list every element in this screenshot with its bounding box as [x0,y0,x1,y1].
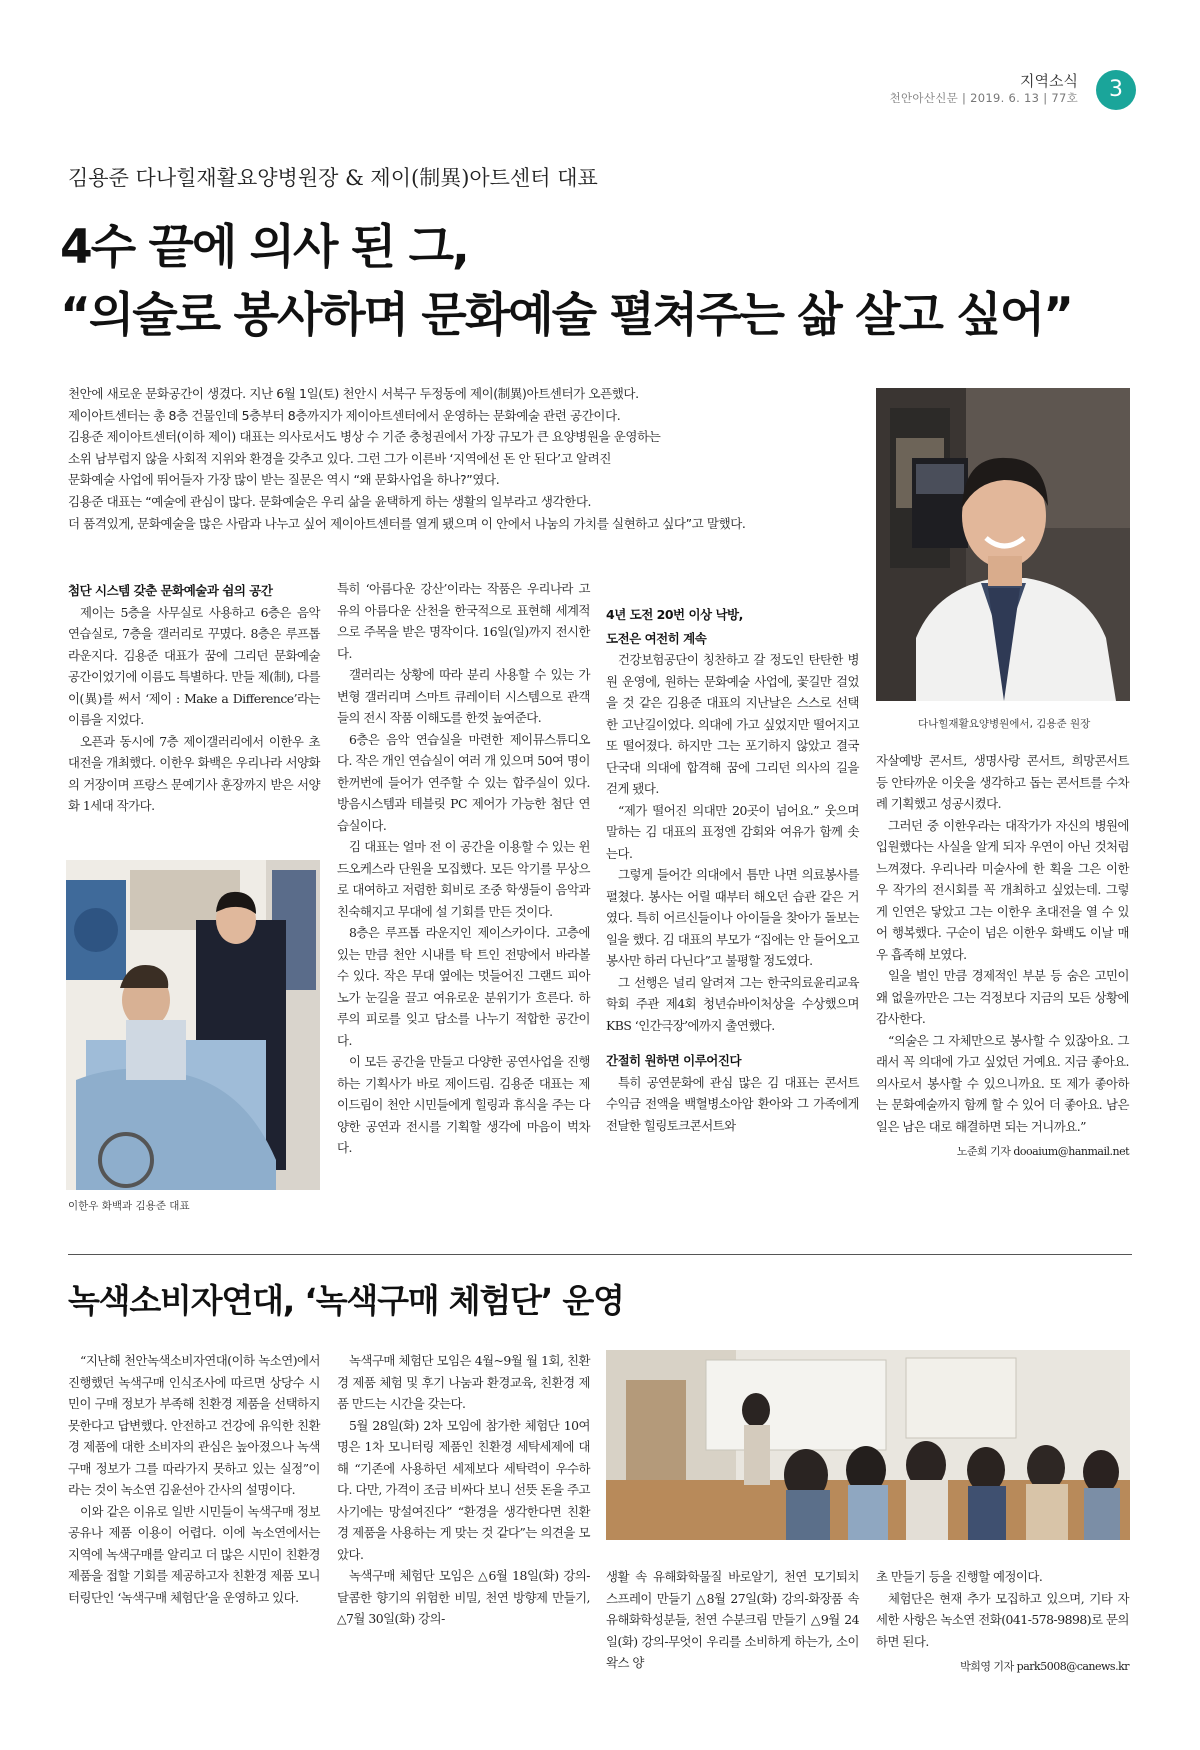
subhead: 간절히 원하면 이루어진다 [606,1053,742,1068]
paragraph: 5월 28일(화) 2차 모임에 참가한 체험단 10여 명은 1차 모니터링 제품인 친환경 세탁세제에 대해 “기존에 사용하던 세제보다 세탁력이 우수하다. 다만, 가격이 조금 비싸다 보니 선뜻 돈을 주고 사기에는 망설여진다” “환경을 생각한다면 친환경 제품을 사용하는 게 맞는 것 같다”는 의견을 모았다. [337,1417,590,1562]
paragraph: 김 대표는 얼마 전 이 공간을 이용할 수 있는 윈드오케스라 단원을 모집했다. 모든 악기를 무상으로 대여하고 저렴한 회비로 조중 학생들이 음악과 친숙해지고 무대에 설 기회를 만든 것이다. [337,839,590,919]
paragraph: 그 선행은 널리 알려져 그는 한국의료윤리교육학회 주관 제4회 청년슈바이처상을 수상했으며 KBS ‘인간극장’에까지 출연했다. [606,974,859,1033]
paragraph: 자살예방 콘서트, 생명사랑 콘서트, 희망콘서트 등 안타까운 이웃을 생각하고 돕는 콘서트를 수차례 기획했고 성공시켰다. [876,753,1129,811]
byline: 박희영 기자 park5008@canews.kr [960,1660,1129,1673]
byline: 노준희 기자 dooaium@hanmail.net [956,1145,1129,1158]
portrait-caption: 다나힐재활요양병원에서, 김용준 원장 [918,718,1091,730]
lede-line: 문화예술 사업에 뛰어들자 가장 많이 받는 질문은 역시 “왜 문화사업을 하나?”였다. [68,472,500,488]
article2-headline: 녹색소비자연대, ‘녹색구매 체험단’ 운영 [68,1281,624,1320]
paragraph: “지난해 천안녹색소비자연대(이하 녹소연)에서 진행했던 녹색구매 인식조사에 따르면 상당수 시민이 구매 정보가 부족해 친환경 제품을 선택하지 못한다고 답변했다. 안전하고 건강에 유익한 친환경 제품에 대한 소비자의 관심은 높아졌으나 녹색구매 정보가 그를 따라가지 못하고 있는 실정”이라는 것이 녹소연 김윤선아 간사의 설명이다. [68,1353,320,1497]
paragraph: “의술은 그 자체만으로 봉사할 수 있잖아요. 그래서 꼭 의대에 가고 싶었던 거예요. 지금 좋아요. 의사로서 봉사할 수 있으니까요. 또 제가 좋아하는 문화예술까지 함께 할 수 있어 더 좋아요. 남은 일은 남은 대로 해결하면 되는 거니까요.” [876,1032,1129,1134]
page-number-badge: 3 [1096,70,1136,110]
headline-line-2: “의술로 봉사하며 문화예술 펼쳐주는 삶 살고 싶어” [60,288,1072,343]
lede-line: 천안에 새로운 문화공간이 생겼다. 지난 6월 1일(토) 천안시 서북구 두정동에 제이(制異)아트센터가 오픈했다. [68,386,639,401]
lede-line: 더 품격있게, 문화예술을 많은 사람과 나누고 싶어 제이아트센터를 열게 됐으며 이 안에서 나눔의 가치를 실현하고 싶다”고 말했다. [68,515,746,531]
paragraph: 그렇게 들어간 의대에서 틈만 나면 의료봉사를 펼쳤다. 봉사는 어릴 때부터 해오던 습관 같은 거였다. 특히 어르신들이나 아이들을 찾아가 돌보는 일을 했다. 김 대표의 부모가 “집에는 안 들어오고 봉사만 하러 다닌다”고 불평할 정도였다. [606,867,859,968]
paragraph: 특히 공연문화에 관심 많은 김 대표는 콘서트 수익금 전액을 백혈병소아암 환아와 그 가족에게 전달한 힐링토크콘서트와 [606,1074,859,1133]
paragraph: 이와 같은 이유로 일반 시민들이 녹색구매 정보 공유나 제품 이용이 어렵다. 이에 녹소연에서는 지역에 녹색구매를 알리고 더 많은 시민이 친환경 제품을 접할 기회를 제공하고자 친환경 제품 모니터링단인 ‘녹색구매 체험단’을 운영하고 있다. [68,1503,320,1605]
article1-column-4 [876,750,1129,1163]
paragraph: 6층은 음악 연습실을 마련한 제이뮤스튜디오다. 작은 개인 연습실이 여러 개 있으며 50여 명이 한꺼번에 들어가 연주할 수 있는 합주실이 있다. 방음시스템과 테블릿 PC 제어가 가능한 첨단 연습실이다. [337,731,590,833]
article2-column-3 [606,1566,859,1674]
paragraph: 갤러리는 상황에 따라 분리 사용할 수 있는 가변형 갤러리며 스마트 큐레이터 시스템으로 관객들의 전시 작품 이해도를 한껏 높여준다. [337,667,590,725]
article1-column-1 [68,578,320,817]
article1-column-2 [337,578,590,1159]
paragraph: 이 모든 공간을 만들고 다양한 공연사업을 진행하는 기획사가 바로 제이드림. 김용준 대표는 제이드림이 천안 시민들에게 힐링과 휴식을 주는 다양한 공연과 전시를 기획할 생각에 마음이 벅차다. [337,1054,590,1155]
paragraph: 오픈과 동시에 7층 제이갤러리에서 이한우 초대전을 개최했다. 이한우 화백은 우리나라 서양화의 거장이며 프랑스 문예기사 훈장까지 받은 서양화 1세대 작가다. [68,733,320,813]
paragraph: 녹색구매 체험단 모임은 4월~9월 월 1회, 친환경 제품 체험 및 후기 나눔과 환경교육, 친환경 제품 만드는 시간을 갖는다. [337,1353,590,1411]
article2-column-1 [68,1350,320,1608]
paragraph: 건강보험공단이 칭찬하고 갈 정도인 탄탄한 병원 운영에, 원하는 문화예술 사업에, 꽃길만 걸었을 것 같은 김용준 대표의 지난날은 스스로 선택한 고난길이었다. 의대에 가고 싶었지만 떨어지고 또 떨어졌다. 하지만 그는 포기하지 않았고 결국 단국대 의대에 합격해 꿈에 그리던 의사의 길을 걷게 됐다. [606,652,859,796]
paragraph: 체험단은 현재 추가 모집하고 있으며, 기타 자세한 사항은 녹소연 전화(041-578-9898)로 문의하면 된다. [876,1590,1129,1649]
paragraph: 8층은 루프톱 라운지인 제이스카이다. 고층에 있는 만큼 천안 시내를 탁 트인 전망에서 바라볼 수 있다. 작은 무대 옆에는 멋들어진 그랜드 피아노가 눈길을 끌고 여유로운 분위기가 흐른다. 하루의 피로를 잊고 담소를 나누기 적합한 공간이다. [337,925,590,1048]
subhead: 첨단 시스템 갖춘 문화예술과 쉼의 공간 [68,583,273,598]
article-kicker: 김용준 다나힐재활요양병원장 & 제이(制異)아트센터 대표 [68,166,598,190]
lede-line: 김용준 대표는 “예술에 관심이 많다. 문화예술은 우리 삶을 윤택하게 하는 생활의 일부라고 생각한다. [68,493,592,509]
section-name: 지역소식 [1020,72,1078,90]
subhead: 도전은 여전히 계속 [606,630,707,646]
paragraph: “제가 떨어진 의대만 20곳이 넘어요.” 웃으며 말하는 김 대표의 표정엔 감회와 여유가 함께 솟는다. [606,802,859,861]
article-lede [68,383,868,534]
paragraph: 생활 속 유해화학물질 바로알기, 천연 모기퇴치 스프레이 만들기 △8월 27일(화) 강의-화장품 속 유해화학성분들, 천연 수분크림 만들기 △9월 24일(화) 강의-무엇이 우리를 소비하게 하는가, 소이왁스 양 [606,1569,859,1670]
portrait-photo [876,388,1130,701]
article2-column-2 [337,1350,590,1630]
paragraph: 녹색구매 체험단 모임은 △6월 18일(화) 강의-달콤한 향기의 위험한 비밀, 천연 방향제 만들기, △7월 30일(화) 강의- [337,1568,590,1626]
group-photo [606,1350,1130,1540]
lede-line: 소위 남부럽지 않을 사회적 지위와 환경을 갖추고 있다. 그런 그가 이른바 ‘지역에선 돈 안 된다’고 알려진 [68,450,611,466]
subhead: 4년 도전 20번 이상 낙방, [606,607,743,622]
article-divider [68,1254,1132,1255]
painter-photo [66,860,320,1190]
paragraph: 그러던 중 이한우라는 대작가가 자신의 병원에 입원했다는 사실을 알게 되자 우연이 아닌 것처럼 느껴졌다. 우리나라 미술사에 한 획을 그은 이한우 작가의 전시회를 꼭 개최하고 싶었는데. 그렇게 인연은 닿았고 그는 이한우 초대전을 열 수 있어 행복했다. 구순이 넘은 이한우 화백도 이날 매우 흡족해 보였다. [876,817,1129,962]
painter-illustration [66,860,320,1190]
lede-line: 제이아트센터는 총 8층 건물인데 5층부터 8층까지가 제이아트센터에서 운영하는 문화예술 관련 공간이다. [68,407,621,423]
paragraph: 일을 벌인 만큼 경제적인 부분 등 숨은 고민이 왜 없을까만은 그는 걱정보다 지금의 모든 상황에 감사한다. [876,968,1129,1026]
paragraph: 특히 ‘아름다운 강산’이라는 작품은 우리나라 고유의 아름다운 산천을 한국적으로 표현해 세계적으로 주목을 받은 명작이다. 16일(일)까지 전시한다. [337,581,590,661]
article2-column-4 [876,1566,1129,1678]
headline-line-1: 4수 끝에 의사 된 그, [60,220,468,275]
group-illustration [606,1350,1130,1540]
issue-info: 천안아산신문 | 2019. 6. 13 | 77호 [889,91,1078,105]
painter-caption: 이한우 화백과 김용준 대표 [68,1200,190,1212]
lede-line: 김용준 제이아트센터(이하 제이) 대표는 의사로서도 병상 수 기준 충청권에서 가장 규모가 큰 요양병원을 운영하는 [68,429,661,445]
portrait-illustration [876,388,1130,701]
paragraph: 초 만들기 등을 진행할 예정이다. [876,1569,1043,1584]
paragraph: 제이는 5층을 사무실로 사용하고 6층은 음악 연습실로, 7층을 갤러리로 꾸몄다. 8층은 루프톱 라운지다. 김용준 대표가 꿈에 그리던 문화예술 공간이었기에 이름도 특별하다. 만들 제(制), 다를 이(異)를 써서 ‘제이 : Make a Difference’라는 이름을 지었다. [68,604,320,727]
article1-column-3 [606,602,859,1136]
